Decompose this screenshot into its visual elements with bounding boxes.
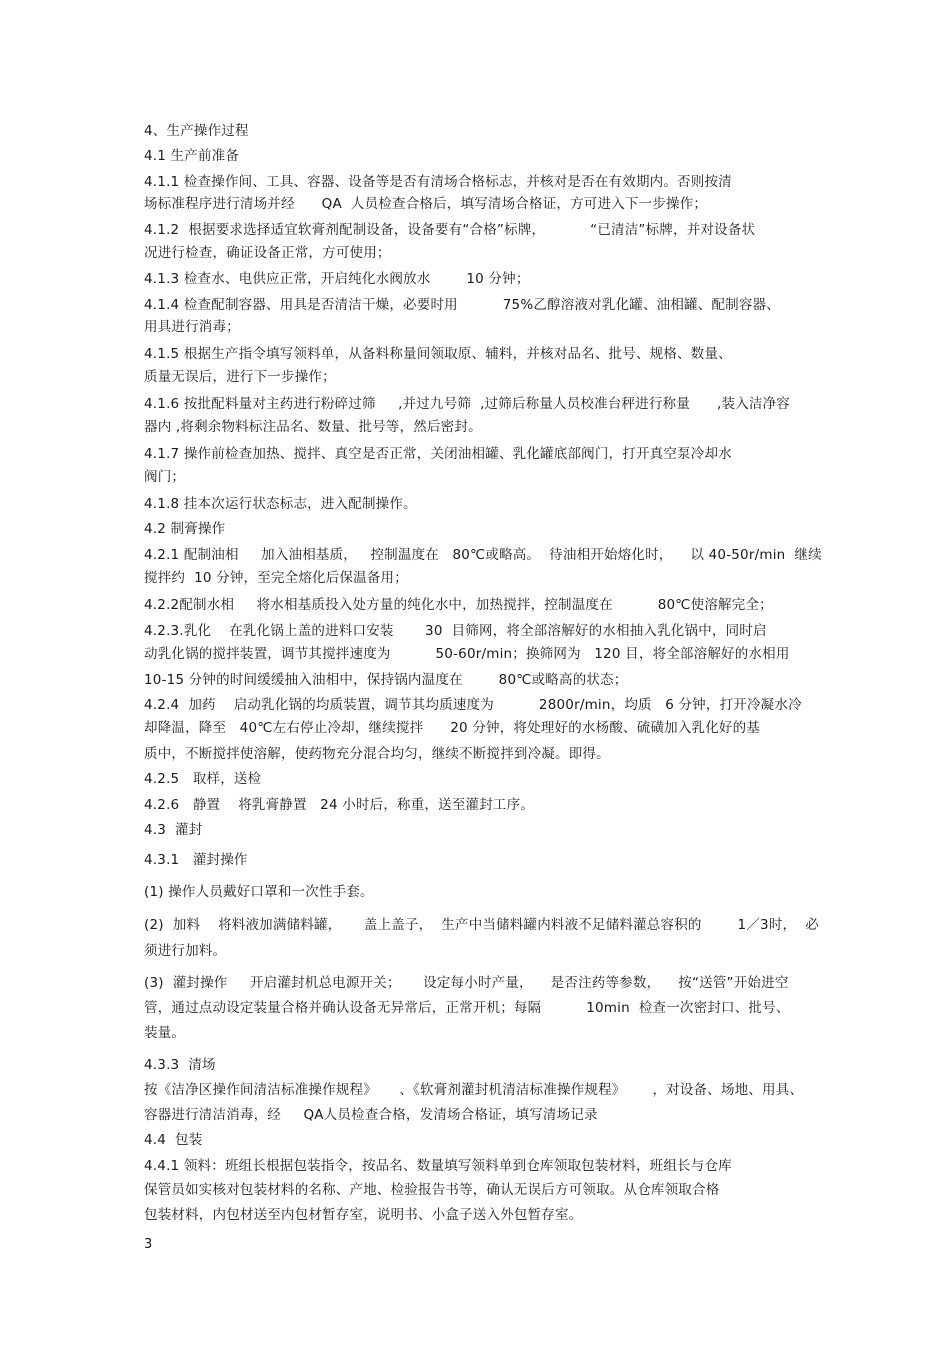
paragraph-line: 搅拌约 10 分钟，至完全熔化后保温备用； — [144, 570, 408, 586]
paragraph-line: 阀门； — [144, 469, 186, 485]
paragraph-line: 4.1.1 检查操作间、工具、容器、设备等是否有清场合格标志，并核对是否在有效期内。否则按清 — [144, 174, 732, 190]
paragraph-line: 况进行检查，确证设备正常，方可使用； — [144, 245, 391, 261]
subsection-heading: 4.3 灌封 — [144, 822, 203, 838]
section-heading: 4、生产操作过程 — [144, 123, 249, 139]
paragraph-line: (3) 灌封操作 开启灌封机总电源开关； 设定每小时产量， 是否注药等参数， 按“送管”开始进空 — [144, 975, 789, 991]
paragraph-line: 质量无误后，进行下一步操作； — [144, 369, 336, 385]
paragraph-line: 4.2.4 加药 启动乳化锅的均质装置，调节其均质速度为 2800r/min，均质 6 分钟，打开冷凝水冷 — [144, 697, 802, 713]
paragraph-line: 容器进行清洁消毒，经 QA人员检查合格，发清场合格证，填写清场记录 — [144, 1107, 598, 1123]
paragraph-line: 管，通过点动设定装量合格并确认设备无异常后，正常开机；每隔 10min 检查一次密封口、批号、 — [144, 1000, 790, 1016]
subsection-heading: 4.4 包装 — [144, 1132, 203, 1148]
paragraph-line: 包装材料，内包材送至内包材暂存室，说明书、小盒子送入外包暂存室。 — [144, 1207, 583, 1223]
paragraph-line: 4.1.3 检查水、电供应正常，开启纯化水阀放水 10 分钟； — [144, 271, 530, 287]
paragraph-line: 4.1.7 操作前检查加热、搅拌、真空是否正常，关闭油相罐、乳化罐底部阀门，打开真空泵冷却水 — [144, 446, 732, 462]
paragraph-line: 4.2.1 配制油相 加入油相基质， 控制温度在 80℃或略高。 待油相开始熔化时， 以 40-50r/min 继续 — [144, 547, 822, 563]
paragraph-line: 按《洁净区操作间清洁标准操作规程》 、《软膏剂灌封机清洁标准操作规程》 ，对设备、场地、用具、 — [144, 1082, 804, 1098]
paragraph-line: 动乳化锅的搅拌装置，调节其搅拌速度为 50-60r/min；换筛网为 120 目，将全部溶解好的水相用 — [144, 646, 790, 662]
paragraph-line: 保管员如实核对包装材料的名称、产地、检验报告书等，确认无误后方可领取。从仓库领取合格 — [144, 1182, 720, 1198]
page-number: 3 — [144, 1237, 153, 1252]
paragraph-line: 4.2.5 取样，送检 — [144, 771, 262, 787]
paragraph-line: 4.1.2 根据要求选择适宜软膏剂配制设备，设备要有“合格”标牌， “已清洁”标牌，并对设备状 — [144, 222, 756, 238]
subsection-heading: 4.2 制膏操作 — [144, 521, 226, 537]
paragraph-line: 用具进行消毒； — [144, 319, 240, 335]
paragraph-line: 器内 ,将剩余物料标注品名、数量、批号等，然后密封。 — [144, 419, 482, 435]
paragraph-line: 10-15 分钟的时间缓缓抽入油相中，保持锅内温度在 80℃或略高的状态； — [144, 672, 628, 688]
paragraph-line: 4.3.3 清场 — [144, 1057, 216, 1073]
paragraph-line: (2) 加料 将料液加满储料罐， 盖上盖子， 生产中当储料罐内料液不足储料灌总容积的 1／3时， 必 — [144, 917, 819, 933]
paragraph-line: 4.3.1 灌封操作 — [144, 852, 248, 868]
paragraph-line: 4.2.3.乳化 在乳化锅上盖的进料口安装 30 目筛网，将全部溶解好的水相抽入乳化锅中，同时启 — [144, 623, 767, 639]
paragraph-line: 却降温，降至 40℃左右停止冷却，继续搅拌 20 分钟，将处理好的水杨酸、硫磺加入乳化好的基 — [144, 720, 761, 736]
paragraph-line: 装量。 — [144, 1025, 186, 1041]
paragraph-line: 须进行加料。 — [144, 943, 227, 959]
paragraph-line: 4.2.6 静置 将乳膏静置 24 小时后，称重，送至灌封工序。 — [144, 797, 535, 813]
paragraph-line: 4.1.6 按批配料量对主药进行粉碎过筛 ,并过九号筛 ,过筛后称量人员校准台秤进行称量 ,装入洁净容 — [144, 396, 790, 412]
paragraph-line: 4.4.1 领料：班组长根据包装指令，按品名、数量填写领料单到仓库领取包装材料，班组长与仓库 — [144, 1158, 732, 1174]
paragraph-line: 4.2.2配制水相 将水相基质投入处方量的纯化水中，加热搅拌，控制温度在 80℃使溶解完全； — [144, 597, 773, 613]
paragraph-line: 4.1.5 根据生产指令填写领料单，从备料称量间领取原、辅料，并核对品名、批号、规格、数量、 — [144, 346, 732, 362]
paragraph-line: 4.1.8 挂本次运行状态标志，进入配制操作。 — [144, 496, 417, 512]
paragraph-line: 场标准程序进行清场并经 QA 人员检查合格后，填写清场合格证，方可进入下一步操作； — [144, 196, 708, 212]
paragraph-line: 4.1.4 检查配制容器、用具是否清洁干燥，必要时用 75%乙醇溶液对乳化罐、油相罐、配制容器、 — [144, 297, 780, 313]
paragraph-line: (1) 操作人员戴好口罩和一次性手套。 — [144, 884, 374, 900]
subsection-heading: 4.1 生产前准备 — [144, 148, 240, 164]
paragraph-line: 质中，不断搅拌使溶解，使药物充分混合均匀，继续不断搅拌到冷凝。即得。 — [144, 746, 610, 762]
